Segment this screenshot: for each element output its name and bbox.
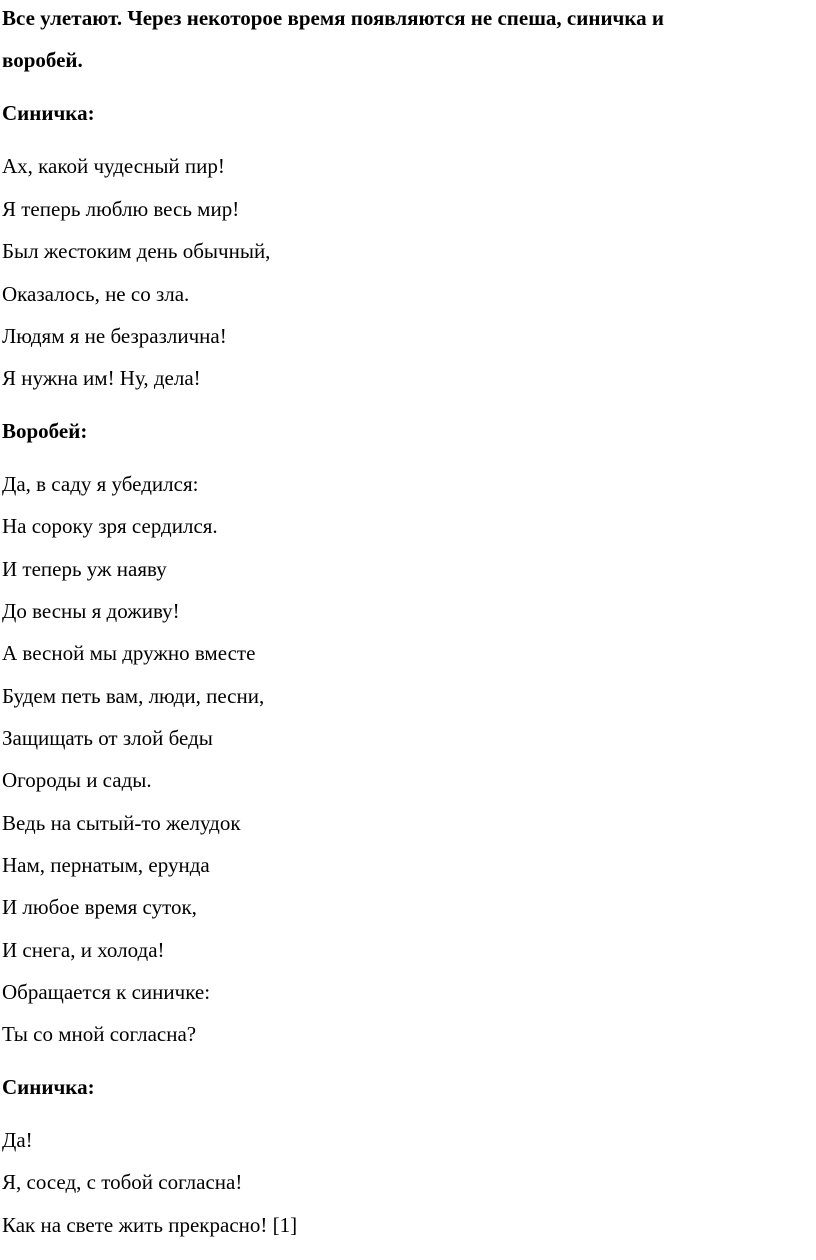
stage-direction-line-1: Все улетают. Через некоторое время появляются не спеша, синичка и bbox=[2, 6, 665, 30]
verse-line: И снега, и холода! bbox=[2, 938, 165, 962]
verse-line: А весной мы дружно вместе bbox=[2, 641, 256, 665]
speaker-heading-sinichka: Синичка: bbox=[2, 1075, 95, 1099]
verse-line: И любое время суток, bbox=[2, 895, 197, 919]
verse-line: Обращается к синичке: bbox=[2, 980, 211, 1004]
verse-line: Оказалось, не со зла. bbox=[2, 282, 190, 306]
verse-line: Ты со мной согласна? bbox=[2, 1022, 197, 1046]
verse-line: Да, в саду я убедился: bbox=[2, 472, 199, 496]
verse-line: Я теперь люблю весь мир! bbox=[2, 197, 240, 221]
speaker-heading-vorobey: Воробей: bbox=[2, 419, 88, 443]
verse-line: Я, сосед, с тобой согласна! bbox=[2, 1170, 243, 1194]
verse-line: Нам, пернатым, ерунда bbox=[2, 853, 210, 877]
verse-line: Как на свете жить прекрасно! [1] bbox=[2, 1213, 298, 1237]
verse-line: Будем петь вам, люди, песни, bbox=[2, 684, 265, 708]
verse-line: На сороку зря сердился. bbox=[2, 514, 218, 538]
speaker-heading-sinichka: Синичка: bbox=[2, 101, 95, 125]
verse-line: Людям я не безразлична! bbox=[2, 324, 227, 348]
verse-line: Ах, какой чудесный пир! bbox=[2, 154, 225, 178]
verse-line: Был жестоким день обычный, bbox=[2, 239, 271, 263]
verse-line: Ведь на сытый-то желудок bbox=[2, 811, 241, 835]
verse-line: Защищать от злой беды bbox=[2, 726, 213, 750]
verse-line: Я нужна им! Ну, дела! bbox=[2, 366, 201, 390]
verse-line: И теперь уж наяву bbox=[2, 557, 167, 581]
stage-direction-line-2: воробей. bbox=[2, 48, 83, 72]
verse-line: Да! bbox=[2, 1128, 33, 1152]
verse-line: До весны я доживу! bbox=[2, 599, 180, 623]
verse-line: Огороды и сады. bbox=[2, 768, 152, 792]
